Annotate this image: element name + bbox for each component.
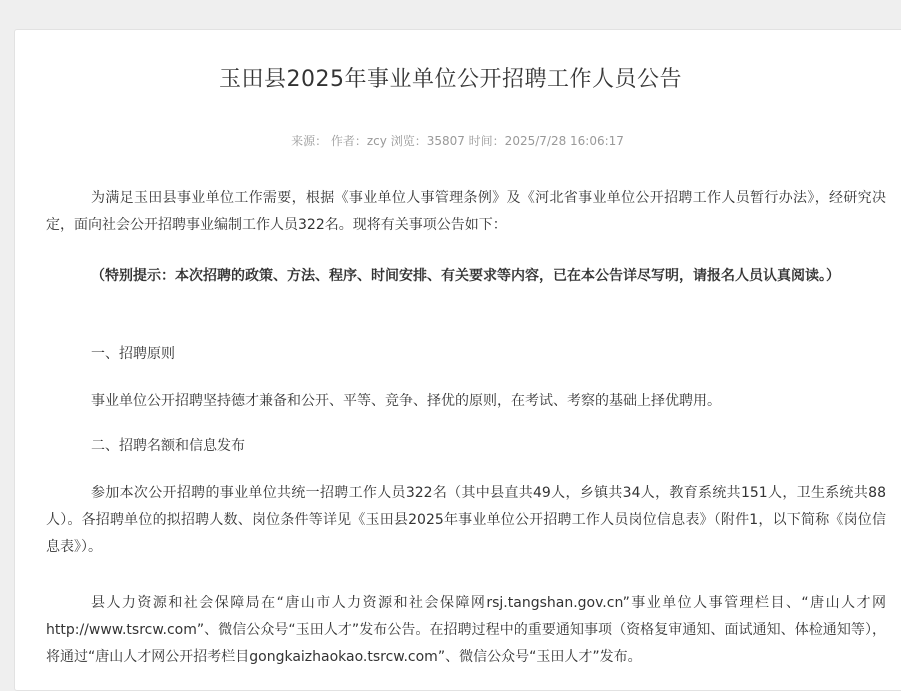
article-paragraph-intro: 为满足玉田县事业单位工作需要，根据《事业单位人事管理条例》及《河北省事业单位公开招聘工作人员暂行办法》，经研究决定，面向社会公开招聘事业编制工作人员322名。现将有关事项公告如下： — [46, 190, 886, 233]
article-paragraph-principles: 事业单位公开招聘坚持德才兼备和公开、平等、竞争、择优的原则，在考试、考察的基础上择优聘用。 — [91, 393, 721, 409]
article-paragraph-notice: （特别提示：本次招聘的政策、方法、程序、时间安排、有关要求等内容，已在本公告详尽写明，请报名人员认真阅读。） — [91, 268, 840, 284]
article-title: 玉田县2025年事业单位公开招聘工作人员公告 — [219, 67, 682, 92]
section-heading-quota: 二、招聘名额和信息发布 — [91, 438, 245, 454]
article-meta: 来源： 作者：zcy 浏览：35807 时间：2025/7/28 16:06:17 — [291, 134, 624, 148]
article-paragraph-info-release: 县人力资源和社会保障局在“唐山市人力资源和社会保障网rsj.tangshan.gov.cn”事业单位人事管理栏目、“唐山人才网http://www.tsrcw.com”、微信公众号“玉田人才”发布公告。在招聘过程中的重要通知事项（资格复审通知、面试通知、体检通知等），将通过“唐山人才网公开招考栏目gongkaizhaokao.tsrcw.com”、微信公众号“玉田人才”发布。 — [46, 595, 886, 665]
article-paragraph-quota: 参加本次公开招聘的事业单位共统一招聘工作人员322名（其中县直共49人，乡镇共34人，教育系统共151人，卫生系统共88人）。各招聘单位的拟招聘人数、岗位条件等详见《玉田县2025年事业单位公开招聘工作人员岗位信息表》（附件1，以下简称《岗位信息表》）。 — [46, 485, 886, 555]
section-heading-principles: 一、招聘原则 — [91, 346, 175, 362]
